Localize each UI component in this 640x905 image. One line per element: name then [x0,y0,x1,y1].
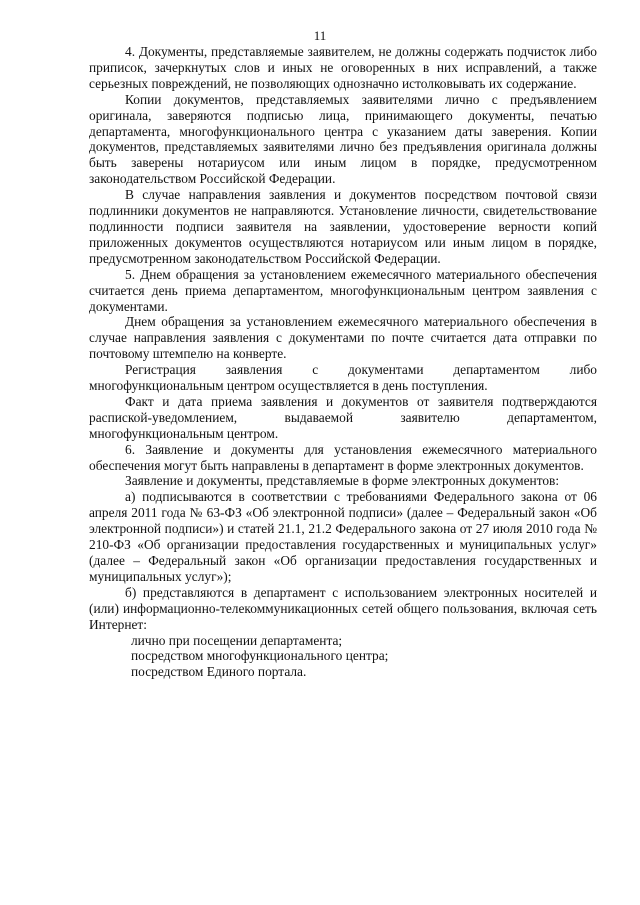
paragraph: Днем обращения за установлением ежемесячного материального обеспечения в случае направления заявления с документами по почте считается дата отправки по почтовому штемпелю на конверте. [89,314,597,362]
paragraph: Факт и дата приема заявления и документов от заявителя подтверждаются распиской-уведомлением, выдаваемой заявителю департаментом, многофункциональным центром. [89,393,597,441]
list-item: посредством Единого портала. [131,664,307,680]
paragraph: 4. Документы, представляемые заявителем, не должны содержать подчисток либо приписок, зачеркнутых слов и иных не оговоренных в них исправлений, а также серьезных повреждений, не позволяющих однозначно истолковывать их содержание. [89,44,597,91]
paragraph: 6. Заявление и документы для установления ежемесячного материального обеспечения могут быть направлены в департамент в форме электронных документов. [89,441,597,473]
paragraph: В случае направления заявления и документов посредством почтовой связи подлинники документов не направляются. Установление личности, свидетельствование подлинности подписи заявителя на заявлении, удостоверение верности копий приложенных документов осуществляются нотариусом или иным лицом в порядке, предусмотренном законодательством Российской Федерации. [89,187,597,266]
document-body [89,44,597,680]
paragraph: а) подписываются в соответствии с требованиями Федерального закона от 06 апреля 2011 года № 63-ФЗ «Об электронной подписи» (далее – Федеральный закон «Об электронной подписи») и статей 21.1, 21.2 Федерального закона от 27 июля 2010 года № 210-ФЗ «Об организации предоставления государственных и муниципальных услуг» (далее – Федеральный закон «Об организации предоставления государственных и муниципальных услуг»); [89,489,597,584]
paragraph: Заявление и документы, представляемые в форме электронных документов: [125,473,560,489]
paragraph: Копии документов, представляемых заявителями лично с предъявлением оригинала, заверяются подписью лица, принимающего документы, печатью департамента, многофункционального центра с указанием даты заверения. Копии документов, представляемых заявителями лично без предъявления оригинала должны быть заверены нотариусом или иным лицом в порядке, предусмотренном законодательством Российской Федерации. [89,91,597,187]
paragraph: 5. Днем обращения за установлением ежемесячного материального обеспечения считается день приема департаментом, многофункциональным центром заявления с документами. [89,266,597,314]
paragraph: б) представляются в департамент с использованием электронных носителей и (или) информационно-телекоммуникационных сетей общего пользования, включая сеть Интернет: [89,584,597,632]
list-item: лично при посещении департамента; [131,632,343,648]
paragraph: Регистрация заявления с документами департаментом либо многофункциональным центром осуществляется в день поступления. [89,362,597,394]
list-item: посредством многофункционального центра; [131,648,389,664]
page-number: 11 [313,28,327,43]
